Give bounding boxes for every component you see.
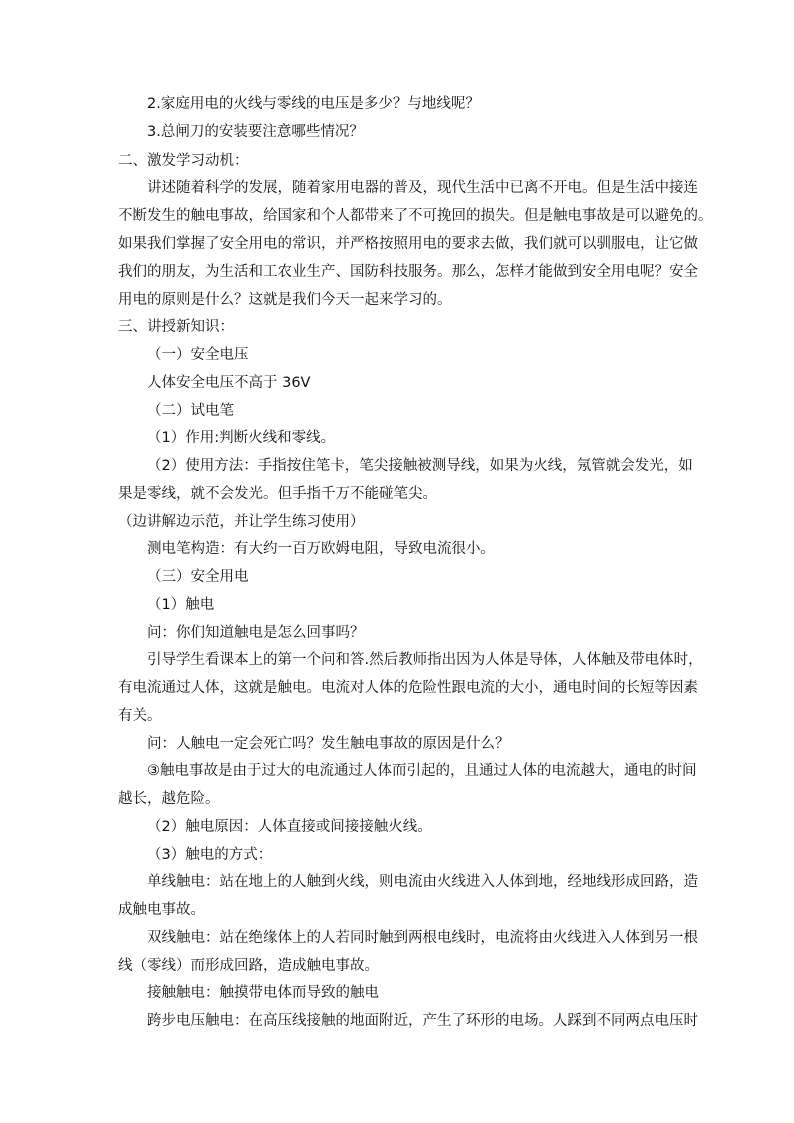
paragraph-line: 双线触电：站在绝缘体上的人若同时触到两根电线时，电流将由火线进入人体到另一根: [147, 930, 698, 946]
subsection-heading: （二）试电笔: [147, 403, 234, 419]
subsection-heading: （三）安全用电: [147, 569, 249, 585]
paragraph-line: 用电的原则是什么？这就是我们今天一起来学习的。: [118, 292, 452, 308]
paragraph-line: 我们的朋友，为生活和工农业生产、国防科技服务。那么，怎样才能做到安全用电呢？安全: [118, 264, 698, 280]
paragraph-line: 引导学生看课本上的第一个问和答.然后教师指出因为人体是导体，人体触及带电体时，: [147, 652, 703, 668]
text-line: 问：你们知道触电是怎么回事吗？: [147, 625, 365, 641]
text-line: （1）触电: [147, 597, 215, 613]
text-line: 接触触电：触摸带电体而导致的触电: [147, 985, 379, 1001]
text-line: （边讲解边示范，并让学生练习使用）: [118, 514, 365, 530]
section-heading-3: 三、讲授新知识：: [118, 319, 234, 335]
paragraph-line: 果是零线，就不会发光。但手指千万不能碰笔尖。: [118, 486, 437, 502]
paragraph-line: 线（零线）而形成回路，造成触电事故。: [118, 958, 379, 974]
paragraph-line: （2）使用方法：手指按住笔卡，笔尖接触被测导线，如果为火线，氖管就会发光，如: [147, 458, 693, 474]
question-3: 3.总闸刀的安装要注意哪些情况？: [147, 124, 364, 140]
question-2: 2.家庭用电的火线与零线的电压是多少？与地线呢？: [147, 96, 480, 112]
paragraph-line: 跨步电压触电：在高压线接触的地面附近，产生了环形的电场。人踩到不同两点电压时: [147, 1013, 698, 1029]
paragraph-line: 单线触电：站在地上的人触到火线，则电流由火线进入人体到地，经地线形成回路，造: [147, 874, 698, 890]
paragraph-line: 有关。: [118, 708, 162, 724]
section-heading-2: 二、激发学习动机：: [118, 153, 249, 169]
paragraph-line: ③触电事故是由于过大的电流通过人体而引起的，且通过人体的电流越大，通电的时间: [147, 763, 697, 779]
text-line: 问：人触电一定会死亡吗？发生触电事故的原因是什么？: [147, 736, 510, 752]
paragraph-line: 如果我们掌握了安全用电的常识，并严格按照用电的要求去做，我们就可以驯服电，让它做: [118, 236, 698, 252]
text-line: 人体安全电压不高于 36V: [147, 375, 311, 391]
paragraph-line: 有电流通过人体，这就是触电。电流对人体的危险性跟电流的大小，通电时间的长短等因素: [118, 680, 698, 696]
paragraph-line: 成触电事故。: [118, 902, 205, 918]
text-line: （1）作用:判断火线和零线。: [147, 430, 336, 446]
paragraph-line: 越长，越危险。: [118, 791, 220, 807]
paragraph-line: 讲述随着科学的发展，随着家用电器的普及，现代生活中已离不开电。但是生活中接连: [147, 180, 698, 196]
text-line: （2）触电原因：人体直接或间接接触火线。: [147, 819, 432, 835]
text-line: （3）触电的方式：: [147, 847, 273, 863]
subsection-heading: （一）安全电压: [147, 347, 249, 363]
paragraph-line: 不断发生的触电事故，给国家和个人都带来了不可挽回的损失。但是触电事故是可以避免的。: [118, 208, 713, 224]
text-line: 测电笔构造：有大约一百万欧姆电阻，导致电流很小。: [147, 541, 495, 557]
